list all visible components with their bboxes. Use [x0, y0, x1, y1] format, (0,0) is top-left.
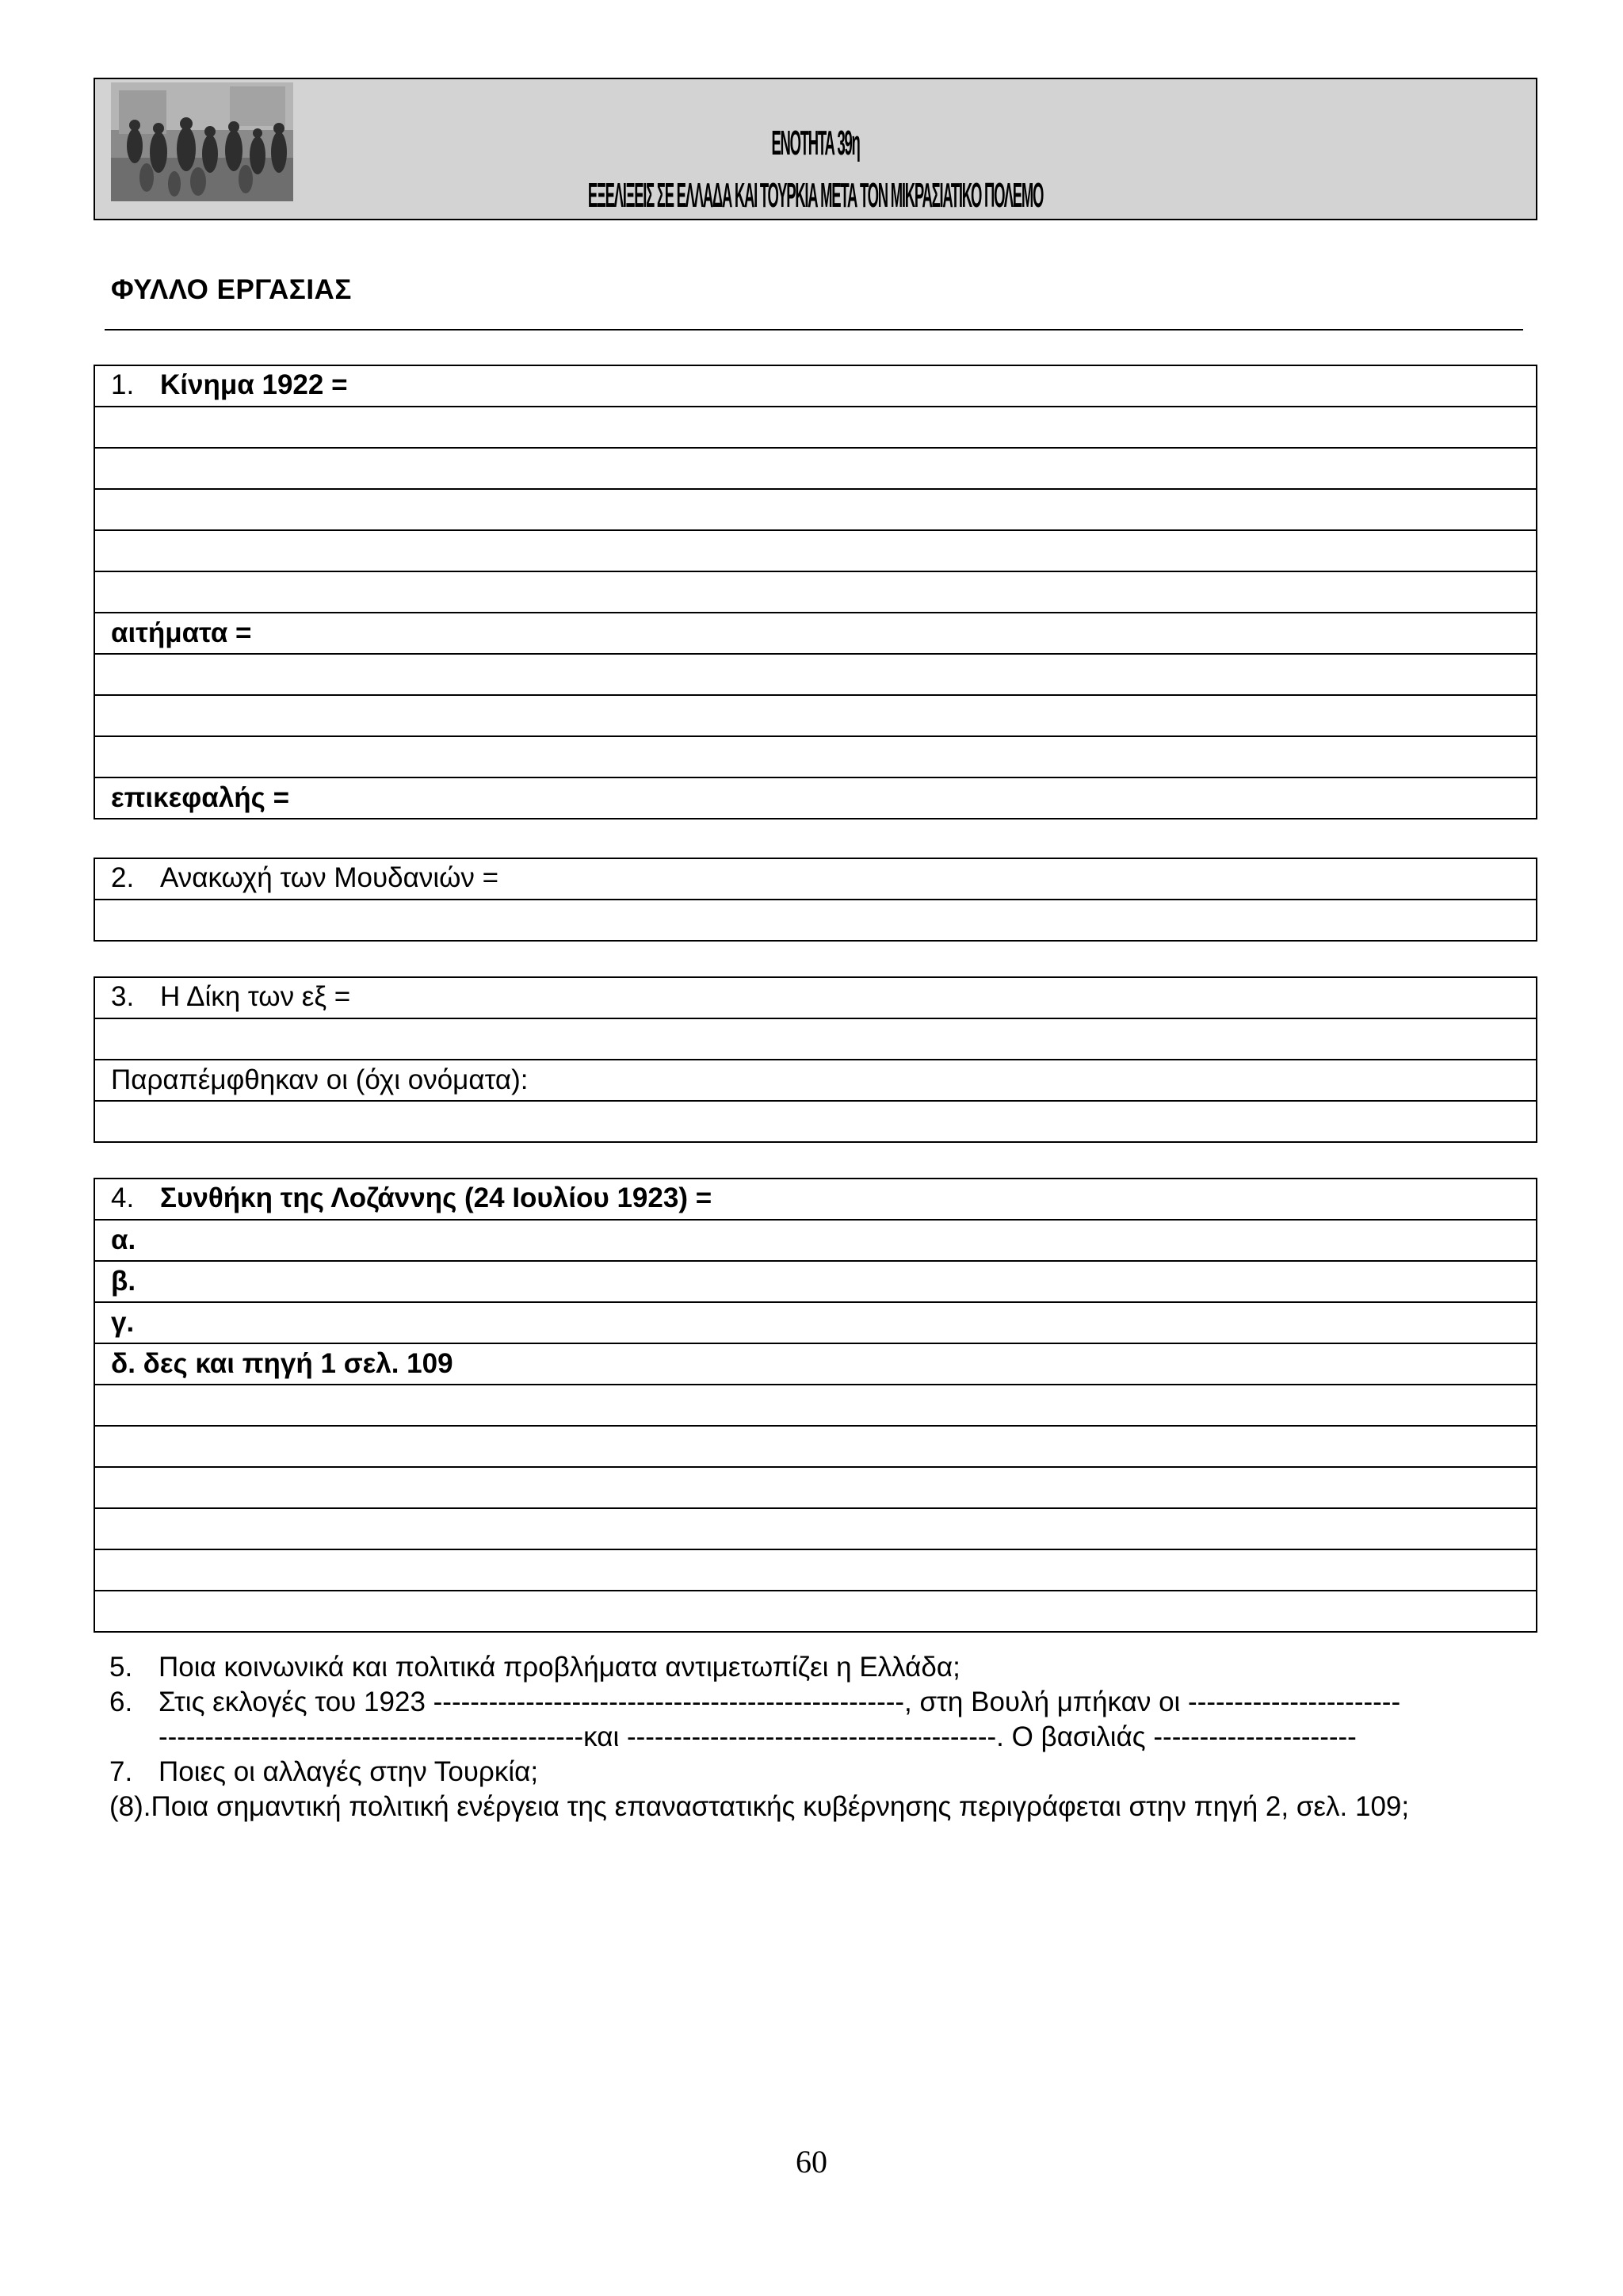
- s4-item-a: α.: [95, 1219, 1536, 1260]
- header-banner: [94, 78, 1537, 220]
- answer-line[interactable]: [95, 406, 1536, 447]
- section-2-mudanya-armistice: [94, 858, 1537, 942]
- title-divider: [105, 329, 1523, 330]
- s2-number: 2.: [111, 862, 135, 893]
- s3-number: 3.: [111, 981, 135, 1012]
- answer-line[interactable]: [95, 1549, 1536, 1590]
- q5-number: 5.: [109, 1652, 133, 1683]
- q7-number: 7.: [109, 1756, 133, 1787]
- answer-line[interactable]: [95, 735, 1536, 777]
- answer-line[interactable]: [95, 529, 1536, 571]
- answer-line[interactable]: [95, 1100, 1536, 1141]
- answer-line[interactable]: [95, 653, 1536, 694]
- answer-line[interactable]: [95, 694, 1536, 735]
- s1-title-row: [95, 366, 1536, 406]
- s3-referred-label: Παραπέμφθηκαν οι (όχι ονόματα):: [95, 1059, 1536, 1100]
- s1-number: 1.: [111, 369, 135, 400]
- questions-list: [109, 1650, 1536, 1824]
- q6-text-line2: ----------------------------------------------και ----------------------------------------. Ο βασιλιάς ----------------------: [158, 1721, 1357, 1752]
- answer-line[interactable]: [95, 1384, 1536, 1425]
- answer-line[interactable]: [95, 571, 1536, 612]
- s4-item-d: δ. δες και πηγή 1 σελ. 109: [95, 1343, 1536, 1384]
- section-4-treaty-lausanne: [94, 1178, 1537, 1633]
- s4-item-c: γ.: [95, 1301, 1536, 1343]
- s1-title: Κίνημα 1922 =: [160, 369, 348, 400]
- question-5: [109, 1650, 1536, 1685]
- question-6: [109, 1685, 1536, 1720]
- s4-item-b: β.: [95, 1260, 1536, 1301]
- s3-title: Η Δίκη των εξ =: [160, 981, 351, 1012]
- page-number: 60: [796, 2144, 827, 2179]
- question-8: (8).Ποια σημαντική πολιτική ενέργεια της επαναστατικής κυβέρνησης περιγράφεται στην πηγή 2, σελ. 109;: [109, 1791, 1410, 1822]
- question-7: [109, 1755, 1536, 1790]
- unit-title: ΕΝΟΤΗΤΑ 39η: [771, 124, 860, 162]
- q6-number: 6.: [109, 1687, 133, 1717]
- answer-line[interactable]: [95, 1466, 1536, 1507]
- section-3-trial-of-six: [94, 976, 1537, 1143]
- section-1-coup-1922: [94, 365, 1537, 819]
- s1-demands-label: αιτήματα =: [95, 612, 1536, 653]
- historical-photo: [111, 82, 293, 201]
- answer-line[interactable]: [95, 1018, 1536, 1059]
- s1-leader-label: επικεφαλής =: [95, 777, 1536, 818]
- s4-title-row: [95, 1179, 1536, 1219]
- answer-line[interactable]: [95, 1425, 1536, 1466]
- q7-text: Ποιες οι αλλαγές στην Τουρκία;: [158, 1756, 539, 1787]
- answer-line[interactable]: [95, 447, 1536, 488]
- q5-text: Ποια κοινωνικά και πολιτικά προβλήματα αντιμετωπίζει η Ελλάδα;: [158, 1652, 960, 1683]
- s2-title-row: [95, 859, 1536, 899]
- answer-line[interactable]: [95, 488, 1536, 529]
- q6-text-line1: Στις εκλογές του 1923 ---------------------------------------------------, στη Βουλή μπήκαν οι -----------------------: [158, 1687, 1401, 1717]
- s4-title: Συνθήκη της Λοζάννης (24 Ιουλίου 1923) =: [160, 1182, 712, 1213]
- worksheet-title: ΦΥΛΛΟ ΕΡΓΑΣΙΑΣ: [111, 274, 352, 305]
- s3-title-row: [95, 978, 1536, 1018]
- answer-line[interactable]: [95, 1590, 1536, 1631]
- s2-title: Ανακωχή των Μουδανιών =: [160, 862, 499, 893]
- s4-number: 4.: [111, 1182, 135, 1213]
- unit-subtitle: ΕΞΕΛΙΞΕΙΣ ΣΕ ΕΛΛΑΔΑ ΚΑΙ ΤΟΥΡΚΙΑ ΜΕΤΑ ΤΟΝ ΜΙΚΡΑΣΙΑΤΙΚΟ ΠΟΛΕΜΟ: [587, 176, 1044, 215]
- answer-line[interactable]: [95, 1507, 1536, 1549]
- answer-line[interactable]: [95, 899, 1536, 940]
